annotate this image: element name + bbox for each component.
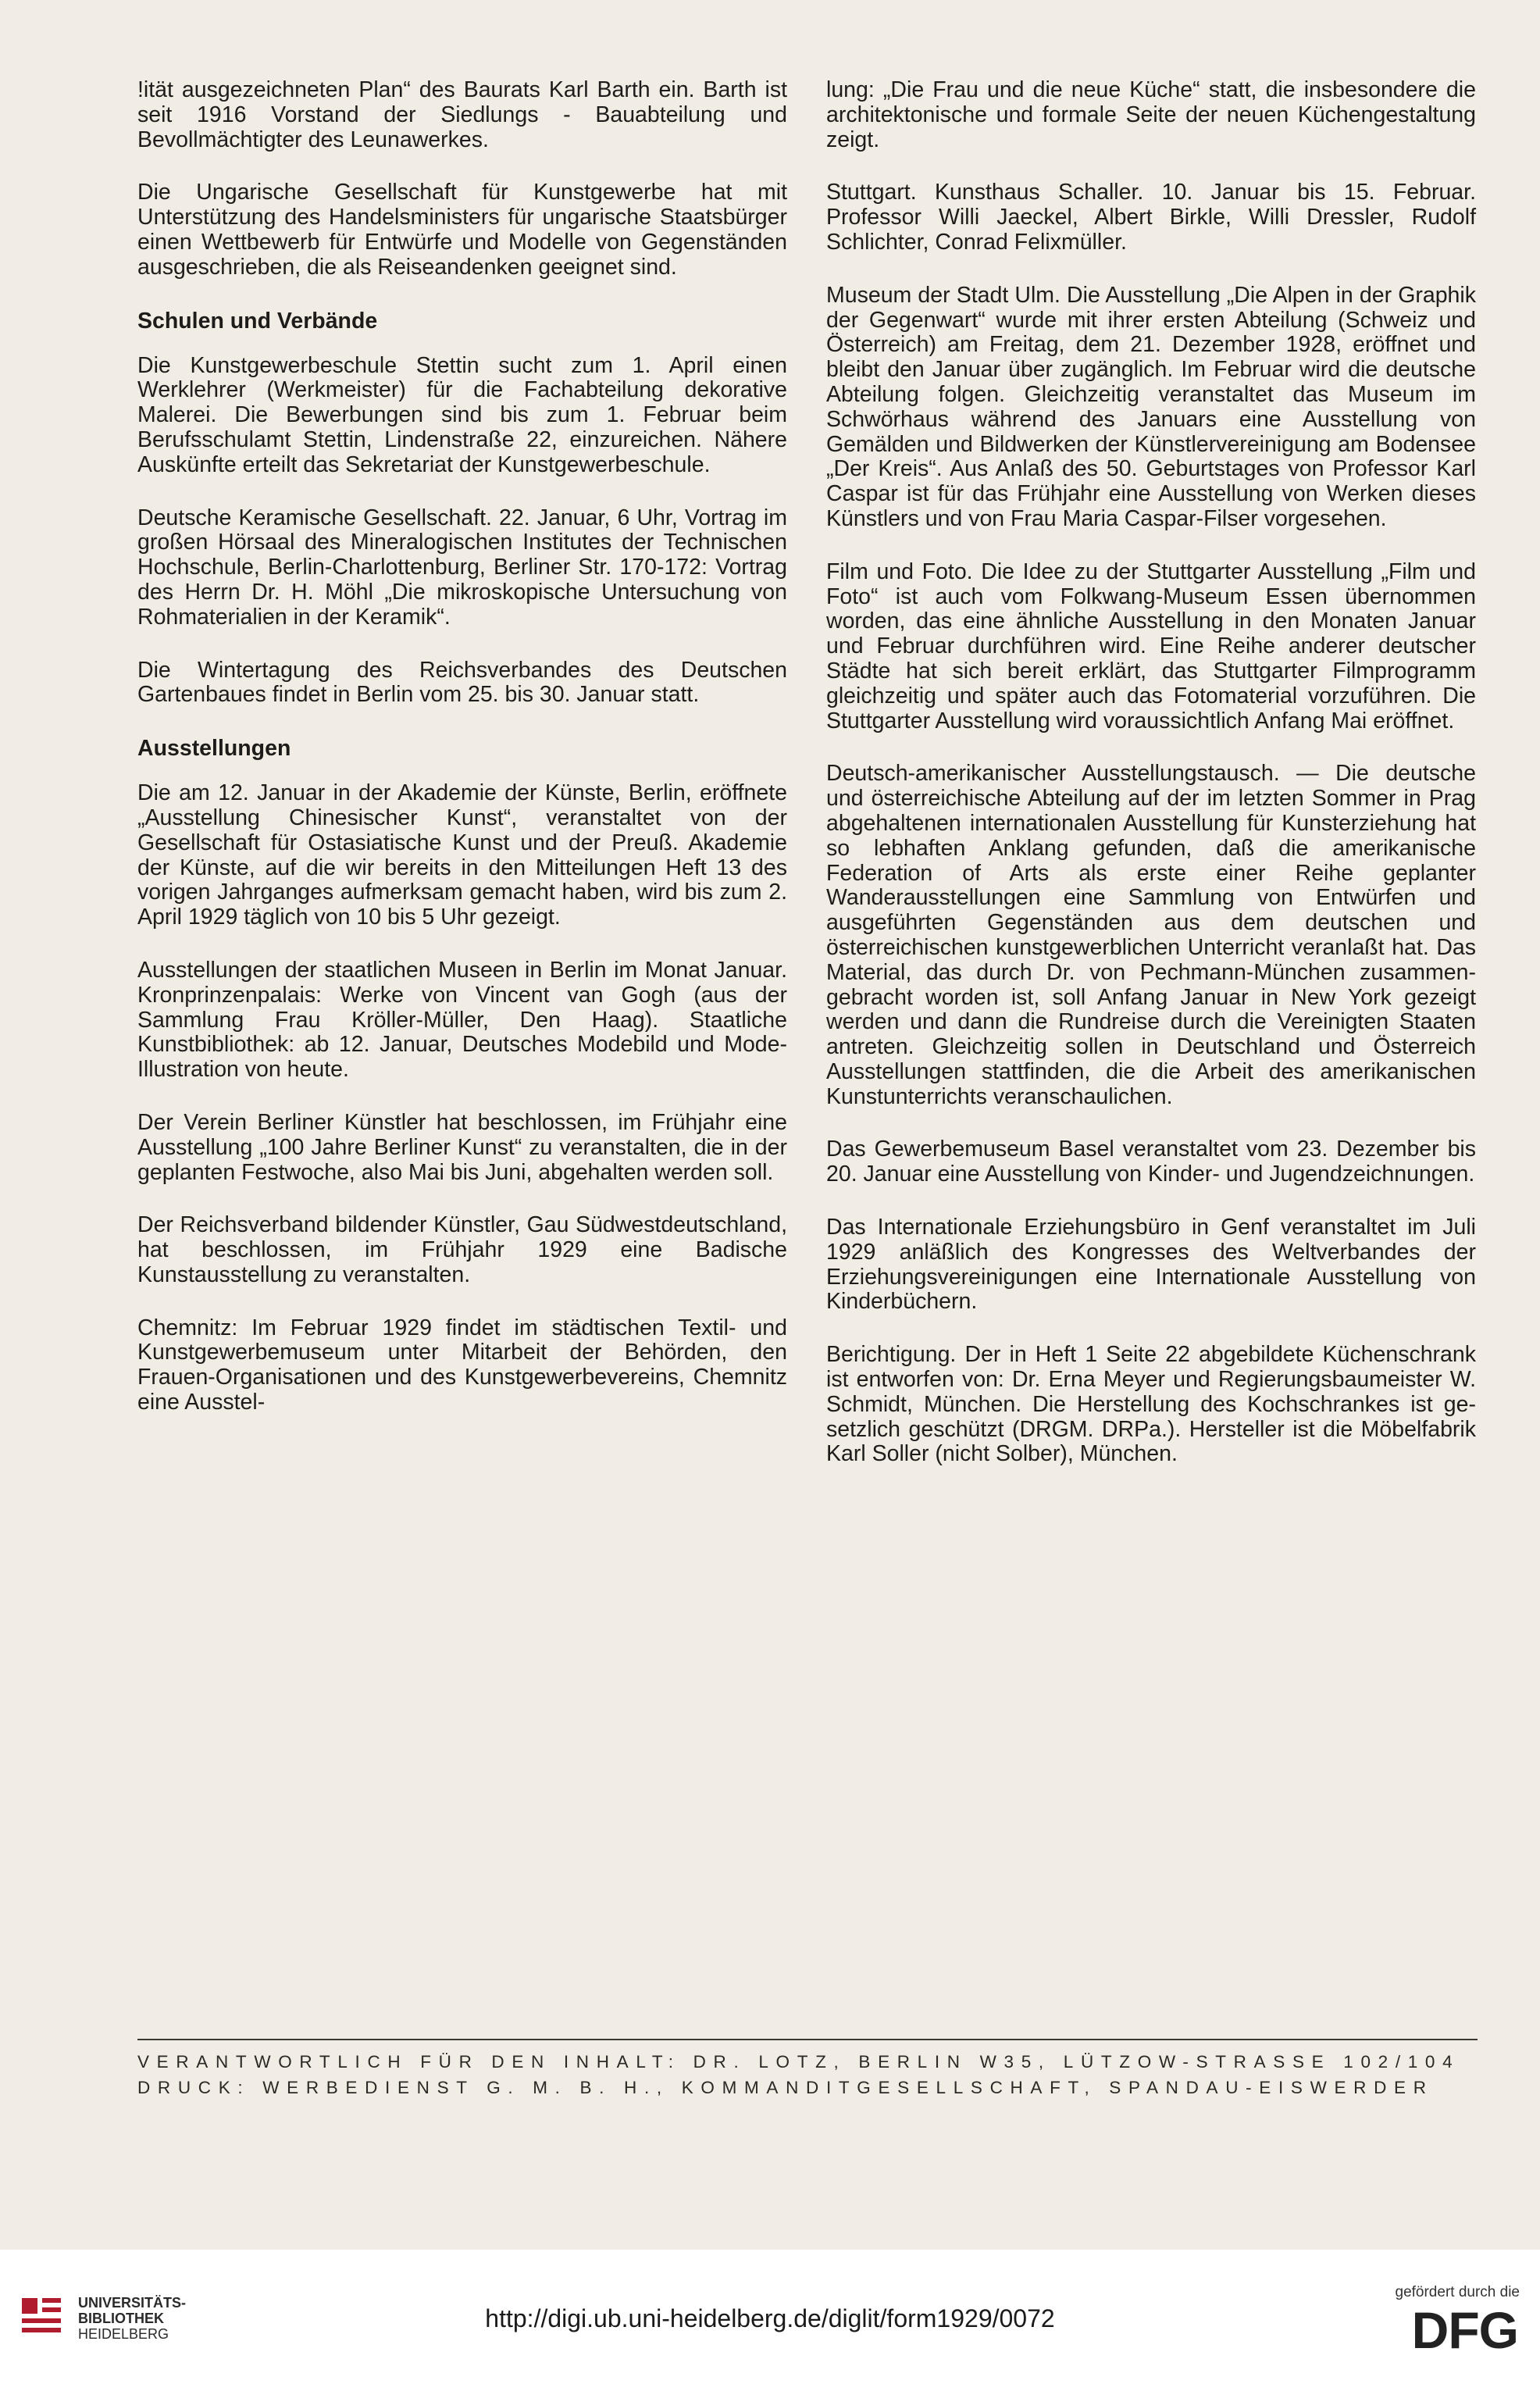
paragraph: Museum der Stadt Ulm. Die Ausstellung „Die Alpen in der Graphik der Gegenwart“ wurde mit ihrer ersten Abteilung (Schweiz und Österreich) am Freitag, dem 21. Dezember 1928, eröffnet und bleibt den Januar über zugänglich. Im Februar wird die deutsche Abteilung folgen. Gleichzeitig veranstaltet das Museum im Schwörhaus während des Januars eine Ausstellung von Gemälden und Bildwerken der Künstlervereinigung am Bodensee „Der Kreis“. Aus Anlaß des 50. Geburtstages von Professor Karl Caspar ist für das Frühjahr eine Ausstellung von Werken dieses Künstlers und von Frau Maria Caspar-Filser vorgesehen.: [826, 282, 1476, 531]
paragraph: !ität ausgezeichneten Plan“ des Baurats Karl Barth ein. Barth ist seit 1916 Vorstand der Siedlungs - Bauabteilung und Bevollmächtigter des Leunawerkes.: [137, 77, 787, 152]
paragraph: Stuttgart. Kunsthaus Schaller. 10. Januar bis 15. Februar. Professor Willi Jaeckel, Albert Birkle, Willi Dressler, Rudolf Schlichter, Conrad Felixmüller.: [826, 180, 1476, 255]
paragraph: Das Gewerbemuseum Basel veranstaltet vom 23. Dezember bis 20. Januar eine Ausstellung von Kinder- und Jugendzeichnungen.: [826, 1137, 1476, 1187]
permalink-url[interactable]: http://digi.ub.uni-heidelberg.de/diglit/form1929/0072: [485, 2304, 1055, 2332]
right-column: [826, 78, 1476, 1495]
library-name-line: BIBLIOTHEK: [78, 2311, 164, 2326]
dfg-logo[interactable]: DFG: [1411, 2301, 1518, 2359]
paragraph: Die Ungarische Gesellschaft für Kunstgewerbe hat mit Unterstützung des Handelsministers für ungarische Staatsbürger einen Wettbewerb für Entwürfe und Modelle von Gegenständen ausgeschrieben, die als Reiseandenken geeignet sind.: [137, 180, 787, 280]
footer-printer: DRUCK: WERBEDIENST G. M. B. H., KOMMANDITGESELLSCHAFT, SPANDAU-EISWERDER: [137, 2078, 1434, 2097]
left-column: [137, 78, 787, 1444]
paragraph: Der Reichsverband bildender Künstler, Gau Südwestdeutschland, hat beschlossen, im Frühjahr 1929 eine Badische Kunstausstellung zu veranstalten.: [137, 1212, 787, 1287]
paragraph: Film und Foto. Die Idee zu der Stuttgarter Ausstellung „Film und Foto“ ist auch vom Folkwang-Museum Essen übernommen worden, das eine ähnliche Ausstellung in den Monaten Januar und Februar durchführen wird. Eine Reihe anderer deutscher Städte hat sich bereit erklärt, das Stuttgarter Filmprogramm gleichzeitig und später auch das Fotomaterial vorzuführen. Die Stuttgarter Ausstellung wird voraussichtlich Anfang Mai eröffnet.: [826, 559, 1476, 733]
paragraph: Deutsche Keramische Gesellschaft. 22. Januar, 6 Uhr, Vortrag im großen Hörsaal des Mineralogischen Institutes der Technischen Hochschule, Berlin-Charlottenburg, Berliner Str. 170-172: Vortrag des Herrn Dr. H. Möhl „Die mikroskopische Untersuchung von Rohmaterialien in der Keramik“.: [137, 505, 787, 630]
paragraph: Die am 12. Januar in der Akademie der Künste, Berlin, eröffnete „Ausstellung Chinesischer Kunst“, veranstaltet von der Gesellschaft für Ostasiatische Kunst und der Preuß. Akademie der Künste, auf die wir bereits in den Mitteilungen Heft 13 des vorigen Jahrganges aufmerksam gemacht haben, wird bis zum 2. April 1929 täglich von 10 bis 5 Uhr gezeigt.: [137, 780, 787, 930]
library-name-line: HEIDELBERG: [78, 2326, 169, 2342]
paragraph: Ausstellungen der staatlichen Museen in Berlin im Monat Januar. Kronprinzenpalais: Werke von Vincent van Gogh (aus der Sammlung Frau Kröller-Müller, Den Haag). Staatliche Kunstbibliothek: ab 12. Januar, Deutsches Modebild und Mode-Illustration von heute.: [137, 957, 787, 1083]
paragraph: Die Kunstgewerbeschule Stettin sucht zum 1. April einen Werklehrer (Werkmeister) für die Fachabteilung dekorative Malerei. Die Bewerbungen sind bis zum 1. Februar beim Berufsschulamt Stettin, Lindenstraße 22, einzureichen. Nähere Auskünfte erteilt das Sekretariat der Kunstgewerbeschule.: [137, 352, 787, 477]
library-name-line: UNIVERSITÄTS-: [78, 2295, 187, 2311]
paragraph: lung: „Die Frau und die neue Küche“ statt, die insbesondere die architektonische und formale Seite der neuen Küchengestaltung zeigt.: [826, 77, 1476, 152]
section-heading: Ausstellungen: [137, 736, 291, 762]
section-heading: Schulen und Verbände: [137, 308, 378, 334]
paragraph: Der Verein Berliner Künstler hat beschlossen, im Frühjahr eine Ausstellung „100 Jahre Berliner Kunst“ zu veranstalten, die in der geplanten Festwoche, also Mai bis Juni, abgehalten werden soll.: [137, 1109, 787, 1185]
paragraph: Das Internationale Erziehungsbüro in Genf veranstaltet im Juli 1929 anläßlich des Kongresses des Weltverbandes der Erziehungsvereinigungen eine Internationale Ausstellung von Kinderbüchern.: [826, 1215, 1476, 1315]
paragraph: Chemnitz: Im Februar 1929 findet im städtischen Textil- und Kunstgewerbemuseum unter Mitarbeit der Behörden, den Frauen-Organisationen und des Kunstgewerbevereins, Chemnitz eine Ausstel-: [137, 1315, 787, 1415]
paragraph: Deutsch-amerikanischer Ausstellungstausch. — Die deutsche und österreichische Abteilung auf der im letzten Sommer in Prag abgehaltenen internationalen Ausstellung für Kunsterziehung hat so lebhaften Anklang gefunden, daß die amerikanische Federation of Arts als erste einer Reihe geplanter Wanderausstellungen eine Sammlung von Entwürfen und ausgeführten Gegenständen aus dem deutschen und österreichischen kunstgewerblichen Unterricht veranlaßt hat. Das Material, das durch Dr. von Pechmann-München zusammengebracht worden ist, soll Anfang Januar in New York gezeigt werden und dann die Rundreise durch die Vereinigten Staaten antreten. Gleichzeitig sollen in Deutschland und Österreich Ausstellungen stattfinden, die die Arbeit des amerikanischen Kunstunterrichts veranschaulichen.: [826, 761, 1476, 1109]
footer-responsibility: VERANTWORTLICH FÜR DEN INHALT: DR. LOTZ, BERLIN W35, LÜTZOW-STRASSE 102/104: [137, 2052, 1460, 2072]
paragraph: Die Wintertagung des Reichsverbandes des Deutschen Gartenbaues findet in Berlin vom 25. bis 30. Januar statt.: [137, 657, 787, 708]
paragraph: Berichtigung. Der in Heft 1 Seite 22 abgebildete Küchenschrank ist entworfen von: Dr. Erna Meyer und Regierungsbaumeister W. Schmidt, München. Die Herstellung des Kochschrankes ist gesetzlich geschützt (DRGM. DRPa.). Hersteller ist die Möbelfabrik Karl Soller (nicht Solber), München.: [826, 1342, 1476, 1467]
footer-divider: [137, 2039, 1478, 2040]
funding-label: gefördert durch die: [1395, 2284, 1520, 2300]
